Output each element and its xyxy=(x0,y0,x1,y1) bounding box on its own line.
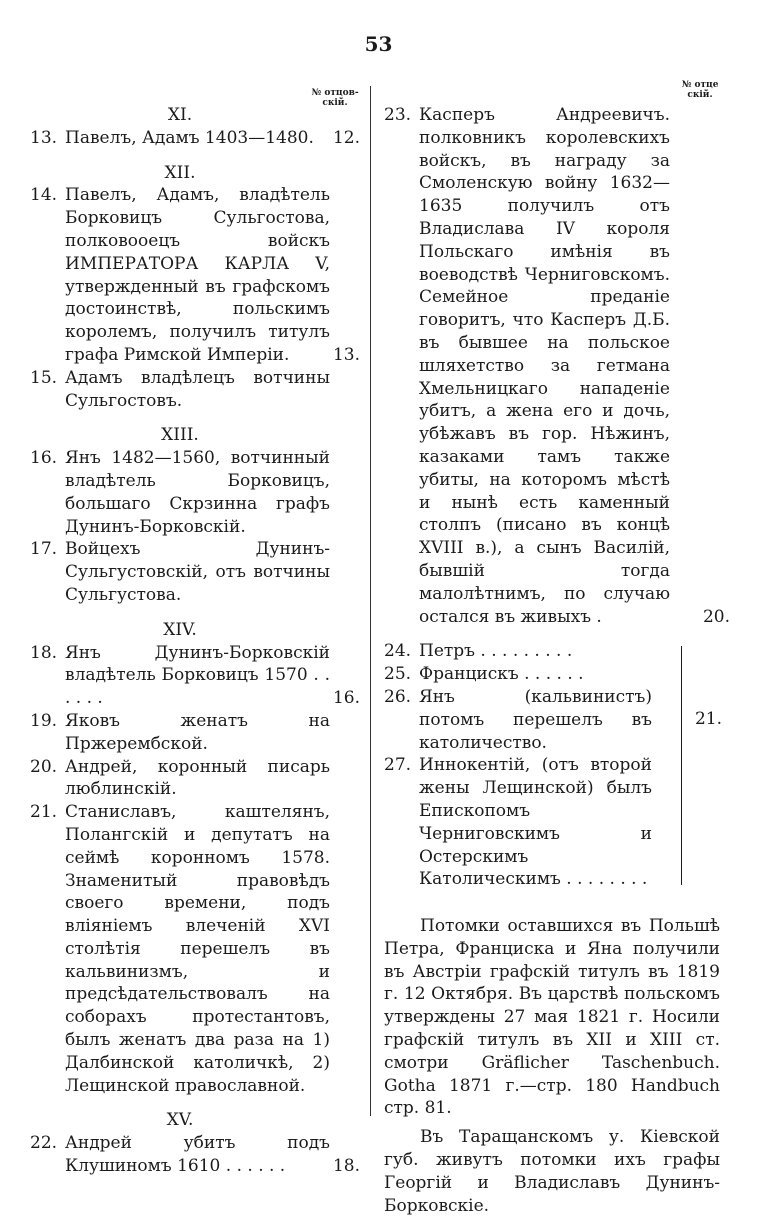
entry-number: 19. xyxy=(30,710,58,731)
right-column-header-line1: № отцe xyxy=(681,80,719,90)
entry-number: 15. xyxy=(30,367,58,388)
entry-text: Яковъ женатъ на Пржерембской. xyxy=(65,710,330,754)
generation-number: 16. xyxy=(332,688,360,709)
generation-number: 21. xyxy=(694,709,722,730)
entry-22 xyxy=(30,1132,360,1178)
entry-text: Касперъ Андреевичъ. полковникъ королевскихъ войскъ, въ награду за Смоленскую войну 1632—1635 получилъ отъ Владислава IV короля Польскаго имѣнія въ воеводствѣ Черниговскомъ. Семейное преданіе говоритъ, что Касперъ Д.Б. въ бывшее на польское шляхетство за гетмана Хмельницкаго нападеніе убитъ, а жена его и дочь, убѣжавъ въ гор. Нѣжинъ, казаками тамъ также убиты, на которомъ мѣстѣ и нынѣ есть каменный столпъ (писано въ концѣ XVIII в.), а сынъ Василій, бывшій тогда малолѣтнимъ, по случаю остался въ живыхъ . xyxy=(419,105,670,627)
entry-number: 24. xyxy=(384,641,412,662)
section-heading-xiii: XIII. xyxy=(161,425,199,446)
entry-text: Янъ 1482—1560, вотчинный владѣтель Борковицъ, большаго Скрзинна графъ Дунинъ-Борковскій. xyxy=(65,448,330,537)
group-brace xyxy=(675,646,682,885)
entry-20 xyxy=(30,756,360,802)
entry-number: 20. xyxy=(30,756,58,777)
entry-26 xyxy=(384,686,670,754)
entry-text: Адамъ владѣлецъ вотчины Сульгостовъ. xyxy=(65,367,330,411)
entry-15 xyxy=(30,367,360,413)
entry-16 xyxy=(30,447,360,538)
entry-text: Павелъ, Адамъ, владѣтель Борковицъ Сульгостова, полковоoецъ войскъ ИМПЕРАТОРА КАРЛА V, утвержденный въ графскомъ достоинствѣ, польскимъ королемъ, получилъ титулъ графа Римской Имперіи. xyxy=(65,185,330,365)
entry-text: Петръ . . . . . . . . . xyxy=(419,641,573,662)
generation-number: 12. xyxy=(332,127,360,148)
entry-text: Станиславъ, каштелянъ, Полангскій и депутатъ на сеймѣ коронномъ 1578. Знаменитый правовѣдъ своего времени, подъ вліяніемъ влеченій XVI столѣтія перешелъ въ кальвинизмъ, и предсѣдательствовалъ на соборахъ протестантовъ, былъ женатъ два раза на 1) Далбинской католичкѣ, 2) Лещинской православной. xyxy=(65,802,330,1096)
entry-17 xyxy=(30,538,360,606)
entry-text: Андрей, коронный писарь люблинскій. xyxy=(65,756,330,800)
entry-number: 18. xyxy=(30,642,58,663)
entry-number: 13. xyxy=(30,127,58,148)
entry-25 xyxy=(384,663,670,686)
section-heading-xiv: XIV. xyxy=(163,619,197,640)
entry-text: Францискъ . . . . . . xyxy=(419,664,584,685)
entry-text: Янъ (кальвинистъ) потомъ перешелъ въ католичество. xyxy=(419,686,652,753)
entry-23 xyxy=(384,104,730,628)
left-column-header-line1: № отцов- xyxy=(311,88,359,98)
entry-text: Янъ Дунинъ-Борковскій владѣтель Борковицъ 1570 . . . . . . xyxy=(65,642,330,709)
section-heading-xv: XV. xyxy=(166,1110,194,1131)
generation-number: 13. xyxy=(332,344,360,365)
entry-number: 27. xyxy=(384,755,412,776)
entry-number: 25. xyxy=(384,664,412,685)
entry-text: Войцехъ Дунинъ-Сульгустовскій, отъ вотчины Сульгустова. xyxy=(65,539,330,605)
entry-13 xyxy=(30,127,360,150)
section-heading-xii: XII. xyxy=(164,162,196,183)
entry-text: Андрей убитъ подъ Клушиномъ 1610 . . . . . . xyxy=(65,1133,330,1177)
generation-number: 18. xyxy=(332,1156,360,1177)
entry-number: 22. xyxy=(30,1133,58,1154)
left-column-header-line2: скій. xyxy=(322,98,348,108)
note-paragraph-descendants: Потомки оставшихся въ Польшѣ Петра, Франциска и Яна получили въ Австріи графскій титулъ въ 1819 г. 12 Октября. Въ царствѣ польскомъ утверждены 27 мая 1821 г. Носили графскій титулъ въ XII и XIII ст. смотри Gräflicher Taschenbuch. Gotha 1871 г.—стр. 180 Handbuch стр. 81. xyxy=(384,916,720,1119)
entry-number: 21. xyxy=(30,802,58,823)
generation-number: 20. xyxy=(702,606,730,627)
entry-number: 23. xyxy=(384,105,412,125)
entry-21 xyxy=(30,801,360,1097)
column-divider xyxy=(370,86,371,1116)
entry-text: Павелъ, Адамъ 1403—1480. xyxy=(65,127,314,148)
entry-number: 14. xyxy=(30,185,58,206)
note-paragraph-tarashcha: Въ Таращанскомъ у. Кіевской губ. живутъ потомки ихъ графы Георгій и Владиславъ Дунинъ-Борковскіе. xyxy=(384,1127,720,1216)
entry-text: Иннокентій, (отъ второй жены Лещинской) былъ Епископомъ Черниговскимъ и Остерскимъ Католическимъ . . . . . . . . xyxy=(419,755,652,890)
section-heading-xi: XI. xyxy=(167,105,193,125)
entry-number: 26. xyxy=(384,686,412,707)
entry-14 xyxy=(30,184,360,366)
left-column xyxy=(30,104,360,1178)
entry-24 xyxy=(384,640,670,663)
entry-27 xyxy=(384,754,670,891)
entry-19 xyxy=(30,710,360,756)
entry-number: 16. xyxy=(30,448,58,469)
entry-number: 17. xyxy=(30,539,58,560)
right-column-header xyxy=(672,80,728,100)
right-column xyxy=(384,104,730,1217)
entry-18 xyxy=(30,642,360,710)
page-number: 53 xyxy=(364,32,393,56)
entries-24-27-group xyxy=(384,640,730,891)
right-column-header-line2: скій. xyxy=(687,90,713,100)
